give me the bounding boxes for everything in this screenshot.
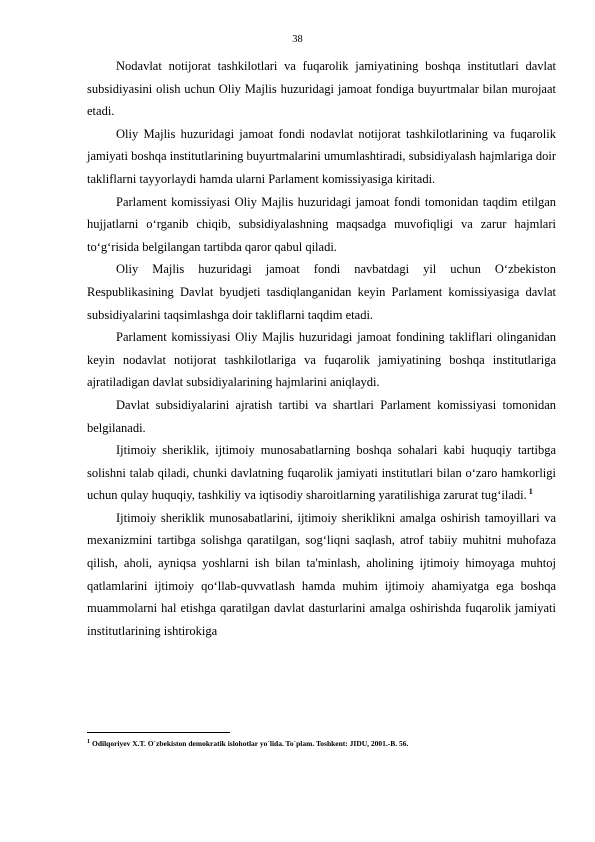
paragraph-1: Nodavlat notijorat tashkilotlari va fuqarolik jamiyatining boshqa institutlari davlat subsidiyasini olish uchun Oliy Majlis huzuridagi jamoat fondiga buyurtmalar bilan murojaat etadi.	[87, 59, 556, 119]
paragraph-2: Oliy Majlis huzuridagi jamoat fondi nodavlat notijorat tashkilotlarining va fuqarolik jamiyati boshqa institutlarining buyurtmalarini umumlashtiradi, subsidiyalash hajmlariga doir takliflarni tayyorlaydi hamda ularni Parlament komissiyasiga kiritadi.	[87, 126, 556, 186]
paragraph-7-text: Ijtimoiy sheriklik, ijtimoiy munosabatlarning boshqa sohalari kabi huquqiy tartibga solishni talab qiladi, chunki davlatning fuqarolik jamiyati institutlari bilan o‘zaro hamkorligi uchun qulay huquqiy, tashkiliy va iqtisodiy sharoitlarning yaratilishiga zarurat tug‘iladi.	[87, 443, 556, 503]
paragraph-3: Parlament komissiyasi Oliy Majlis huzuridagi jamoat fondi tomonidan taqdim etilgan hujjatlarni o‘rganib chiqib, subsidiyalashning maqsadga muvofiqligi va zarur hajmlari to‘g‘risida belgilangan tartibda qaror qabul qiladi.	[87, 194, 556, 254]
paragraph-4: Oliy Majlis huzuridagi jamoat fondi navbatdagi yil uchun O‘zbekiston Respublikasining Davlat byudjeti tasdiqlanganidan keyin Parlament komissiyasiga davlat subsidiyalarini taqsimlashga doir takliflarni taqdim etadi.	[87, 262, 556, 322]
paragraph-5: Parlament komissiyasi Oliy Majlis huzuridagi jamoat fondining takliflari olinganidan keyin nodavlat notijorat tashkilotlariga va fuqarolik jamiyatining boshqa institutlariga ajratiladigan davlat subsidiyalarining hajmlarini aniqlaydi.	[87, 330, 556, 390]
paragraph-7	[87, 439, 556, 507]
paragraph-8: Ijtimoiy sheriklik munosabatlarini, ijtimoiy sheriklikni amalga oshirish tamoyillari va mexanizmini tartibga solishga qaratilgan, sog‘liqni saqlash, atrof tabiiy muhitni muhofaza qilish, aholi, ayniqsa yoshlarni ish bilan ta'minlash, aholining ijtimoiy himoyaga muhtoj qatlamlarini ijtimoiy qo‘llab-quvvatlash hamda muhim ijtimoiy ahamiyatga ega boshqa muammolarni hal etishga qaratilgan davlat dasturlarini amalga oshirishda fuqarolik jamiyati institutlarining ishtirokiga	[87, 510, 556, 638]
paragraph-6: Davlat subsidiyalarini ajratish tartibi va shartlari Parlament komissiyasi tomonidan belgilanadi.	[87, 397, 556, 435]
body-text	[87, 55, 556, 642]
footnote	[87, 738, 556, 749]
footnote-text: Odilqoriyev X.T. O`zbekiston demokratik islohotlar yo`lida. To`plam. Toshkent: JIDU, 2001.-B. 56.	[92, 739, 409, 748]
footnote-reference[interactable]: 1	[528, 487, 533, 497]
footnote-divider	[87, 732, 230, 733]
footnote-marker: 1	[87, 738, 90, 745]
page-number: 38	[292, 34, 303, 45]
